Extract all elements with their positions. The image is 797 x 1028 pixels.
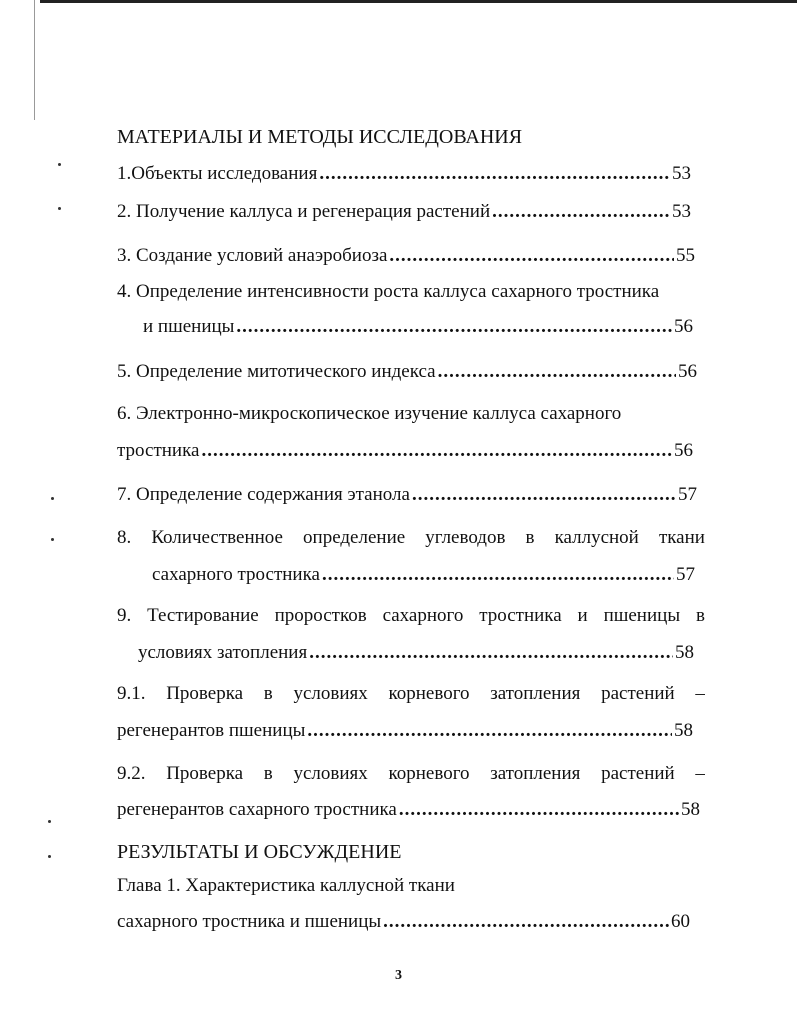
chapter-1-line1: Глава 1. Характеристика каллусной ткани [117,875,455,896]
toc-entry-6[interactable] [117,441,693,460]
word: в [525,527,535,548]
toc-entry-label: условиях затопления [138,642,308,663]
word: в [695,605,705,626]
word: ткани [658,527,705,548]
word: углеводов [425,527,506,548]
word: корневого [388,763,470,784]
word: 9.1. [117,683,146,704]
toc-entry-4[interactable] [143,317,693,336]
toc-entry-8[interactable] [152,565,695,584]
word: сахарного [382,605,464,626]
toc-entry-9-1-line1 [117,684,705,703]
toc-entry-label: регенерантов сахарного тростника [117,799,397,820]
word: в [263,763,273,784]
word: – [695,683,705,704]
dot-leader [399,800,679,819]
materials-methods-heading: МАТЕРИАЛЫ И МЕТОДЫ ИССЛЕДОВАНИЯ [117,126,523,148]
toc-entry-label: сахарного тростника [152,564,320,585]
toc-page-number: 55 [676,245,695,266]
toc-entry-label: 7. Определение содержания этанола [117,484,410,505]
word: – [695,763,705,784]
toc-entry-5[interactable] [117,362,697,381]
dot-leader [438,362,676,381]
toc-page-number: 57 [676,564,695,585]
word: условиях [293,683,368,704]
word: Тестирование [147,605,259,626]
dot-leader [307,721,672,740]
toc-page-number: 60 [671,911,690,932]
word: корневого [388,683,470,704]
dot-leader [412,485,676,504]
toc-page-number: 58 [681,799,700,820]
toc-entry-7[interactable] [117,485,697,504]
page-number: 3 [395,968,402,983]
scan-speck [51,497,54,500]
toc-page-number: 56 [674,316,693,337]
scan-speck [58,163,61,166]
word: каллусной [554,527,639,548]
word: пшеницы [603,605,681,626]
toc-entry-label: 3. Создание условий анаэробиоза [117,245,388,266]
word: растений [601,683,675,704]
toc-entry-label: сахарного тростника и пшеницы [117,911,382,932]
word: растений [601,763,675,784]
dot-leader [383,912,669,931]
toc-entry-9-1[interactable] [117,721,693,740]
toc-entry-9[interactable] [138,643,694,662]
toc-page-number: 56 [678,361,697,382]
toc-page-number: 53 [672,201,691,222]
toc-page-number: 58 [674,720,693,741]
word: и [577,605,588,626]
toc-entry-9-line1 [117,606,705,625]
toc-entry-3[interactable] [117,246,695,265]
toc-chapter-1[interactable] [117,912,690,931]
toc-page-number: 58 [675,642,694,663]
word: 9.2. [117,763,146,784]
toc-entry-label: и пшеницы [143,316,235,337]
dot-leader [201,441,672,460]
word: проростков [274,605,367,626]
toc-page-number: 53 [672,163,691,184]
toc-entry-2[interactable] [117,202,691,221]
toc-entry-label: регенерантов пшеницы [117,720,306,741]
toc-entry-8-line1 [117,528,705,547]
dot-leader [389,246,674,265]
word: Количественное [151,527,283,548]
dot-leader [322,565,674,584]
toc-entry-label: 2. Получение каллуса и регенерация растений [117,201,491,222]
toc-page-number: 56 [674,440,693,461]
toc-entry-1[interactable] [117,164,691,183]
top-rule [40,0,797,3]
toc-entry-9-2[interactable] [117,800,700,819]
toc-page-number: 57 [678,484,697,505]
left-margin-rule [34,0,35,120]
word: затопления [490,763,581,784]
word: тростника [479,605,562,626]
word: определение [303,527,406,548]
word: Проверка [166,763,244,784]
word: 9. [117,605,132,626]
toc-entry-9-2-line1 [117,764,705,783]
toc-entry-label: 1.Объекты исследования [117,163,318,184]
scan-speck [48,820,51,823]
scan-speck [48,855,51,858]
toc-entry-6-line1: 6. Электронно-микроскопическое изучение каллуса сахарного [117,403,622,424]
toc-entry-label: 5. Определение митотического индекса [117,361,436,382]
scan-speck [51,538,54,541]
toc-entry-label: тростника [117,440,200,461]
word: 8. [117,527,132,548]
dot-leader [492,202,670,221]
scan-speck [58,207,61,210]
word: затопления [490,683,581,704]
results-discussion-heading: РЕЗУЛЬТАТЫ И ОБСУЖДЕНИЕ [117,841,402,863]
word: условиях [293,763,368,784]
dot-leader [319,164,670,183]
word: в [263,683,273,704]
dot-leader [309,643,673,662]
dot-leader [236,317,672,336]
toc-entry-4-line1: 4. Определение интенсивности роста каллуса сахарного тростника [117,281,660,302]
word: Проверка [166,683,244,704]
